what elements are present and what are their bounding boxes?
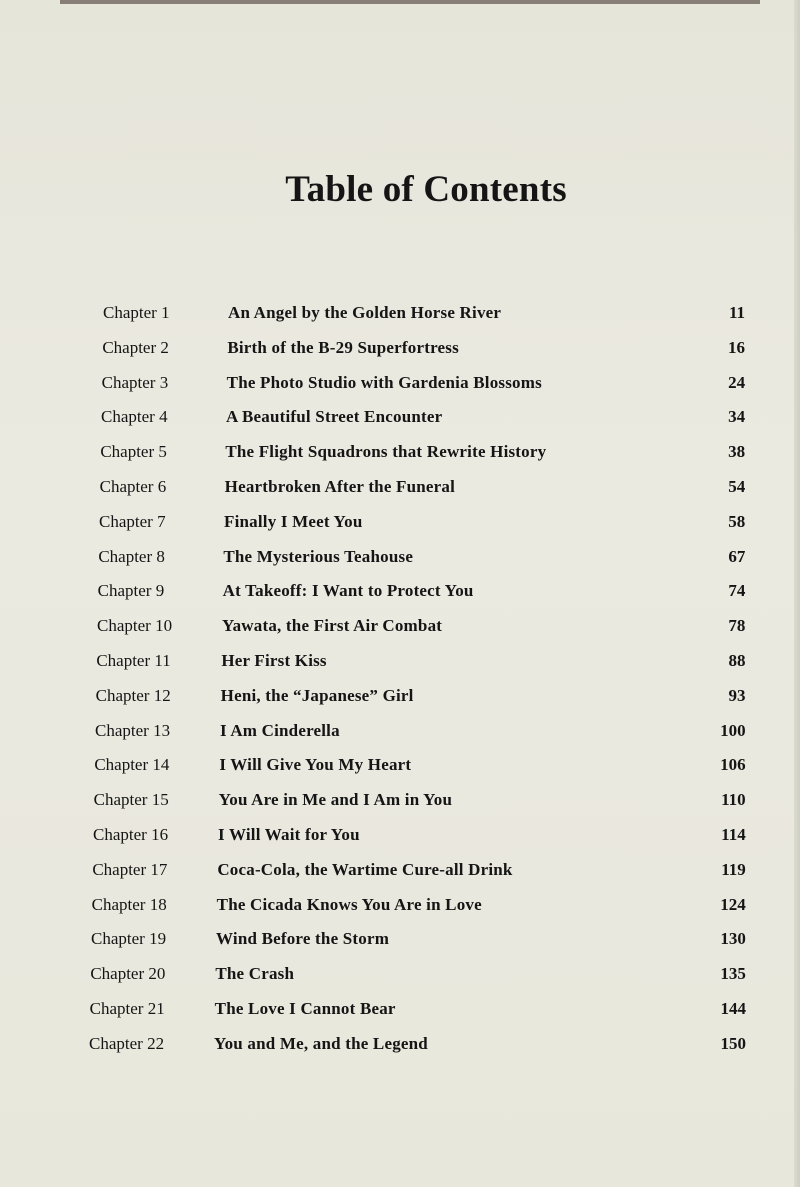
toc-row — [89, 1027, 746, 1061]
toc-chapter-title: An Angel by the Golden Horse River — [228, 303, 502, 322]
toc-chapter-label: Chapter 12 — [95, 685, 171, 705]
toc-chapter-title: The Photo Studio with Gardenia Blossoms — [226, 372, 542, 392]
toc-chapter-label: Chapter 2 — [102, 337, 169, 357]
toc-row — [95, 714, 746, 748]
toc-chapter-label: Chapter 7 — [99, 511, 166, 531]
toc-chapter-title: You Are in Me and I Am in You — [218, 790, 453, 810]
toc-chapter-label: Chapter 22 — [89, 1033, 165, 1053]
toc-chapter-title: The Crash — [215, 964, 295, 984]
toc-page-number: 74 — [728, 581, 746, 601]
toc-row — [102, 366, 745, 400]
toc-chapter-label: Chapter 5 — [100, 442, 167, 462]
toc-chapter-label: Chapter 19 — [91, 929, 167, 949]
toc-chapter-label: Chapter 20 — [90, 964, 166, 984]
toc-row — [99, 505, 745, 539]
toc-page-number: 58 — [728, 511, 746, 531]
toc-chapter-label: Chapter 1 — [103, 303, 170, 322]
toc-page-number: 93 — [728, 685, 746, 705]
toc-chapter-title: Finally I Meet You — [224, 511, 363, 531]
toc-row — [102, 331, 745, 365]
toc-row — [101, 400, 745, 434]
toc-chapter-label: Chapter 6 — [99, 477, 167, 496]
toc-page-number: 106 — [720, 755, 746, 775]
toc-chapter-title: At Takeoff: I Want to Protect You — [222, 581, 474, 601]
toc-chapter-title: Birth of the B-29 Superfortress — [227, 337, 459, 357]
toc-page-number: 16 — [728, 337, 746, 357]
toc-row — [94, 748, 745, 782]
toc-row — [98, 574, 746, 608]
toc-chapter-label: Chapter 16 — [93, 825, 169, 844]
toc-chapter-title: A Beautiful Street Encounter — [226, 407, 443, 427]
toc-page-number: 150 — [720, 1033, 746, 1053]
toc-chapter-title: Coca-Cola, the Wartime Cure-all Drink — [217, 859, 513, 879]
toc-chapter-label: Chapter 13 — [95, 720, 171, 740]
toc-chapter-title: Wind Before the Storm — [216, 929, 390, 949]
toc-page-number: 130 — [720, 929, 746, 949]
toc-row — [96, 679, 746, 713]
toc-chapter-label: Chapter 17 — [92, 859, 168, 879]
toc-row — [90, 957, 746, 991]
toc-row — [92, 888, 746, 922]
page-top-edge — [60, 0, 760, 4]
toc-page-number: 67 — [728, 546, 746, 566]
toc-page-number: 38 — [728, 442, 746, 462]
toc-chapter-title: Yawata, the First Air Combat — [222, 616, 443, 636]
toc-chapter-title: You and Me, and the Legend — [214, 1033, 428, 1053]
toc-page-number: 88 — [728, 651, 746, 670]
toc-chapter-label: Chapter 9 — [97, 581, 165, 601]
toc-chapter-label: Chapter 14 — [94, 755, 170, 775]
toc-row — [100, 435, 745, 469]
toc-row — [90, 992, 746, 1026]
toc-chapter-label: Chapter 15 — [93, 790, 169, 810]
toc-page-number: 78 — [728, 616, 746, 636]
toc-chapter-title: Heni, the “Japanese” Girl — [220, 685, 414, 705]
toc-chapter-label: Chapter 11 — [96, 651, 171, 670]
toc-chapter-label: Chapter 10 — [97, 616, 173, 636]
toc-chapter-label: Chapter 3 — [101, 372, 169, 392]
toc-page-number: 124 — [720, 894, 746, 914]
toc-chapter-title: I Am Cinderella — [220, 720, 340, 740]
toc-chapter-title: Heartbroken After the Funeral — [224, 477, 456, 496]
toc-page-number: 110 — [721, 790, 746, 810]
toc-page-number: 135 — [720, 964, 746, 984]
toc-row — [100, 470, 746, 504]
toc-chapter-title: The Flight Squadrons that Rewrite History — [225, 442, 547, 462]
toc-row — [98, 540, 745, 574]
toc-page-number: 54 — [728, 477, 746, 496]
toc-row — [91, 922, 746, 956]
toc-page-number: 11 — [728, 303, 745, 322]
toc-chapter-label: Chapter 21 — [89, 999, 165, 1018]
toc-row — [93, 818, 746, 852]
toc-page-number: 100 — [720, 720, 746, 740]
toc-chapter-title: Her First Kiss — [221, 651, 327, 670]
toc-chapter-title: The Mysterious Teahouse — [223, 546, 414, 566]
toc-page-number: 144 — [720, 999, 746, 1018]
toc-page-number: 119 — [721, 859, 746, 879]
toc-row — [94, 783, 746, 817]
page-title: Table of Contents — [285, 169, 567, 210]
toc-chapter-title: I Will Give You My Heart — [219, 755, 412, 775]
toc-chapter-title: The Love I Cannot Bear — [214, 999, 396, 1018]
toc-page-number: 114 — [721, 825, 746, 844]
toc-row — [96, 644, 745, 678]
toc-row — [103, 296, 745, 330]
toc-page-number: 34 — [728, 407, 746, 427]
toc-chapter-title: The Cicada Knows You Are in Love — [216, 894, 482, 914]
toc-chapter-label: Chapter 4 — [101, 407, 168, 427]
toc-row — [97, 609, 745, 643]
toc-chapter-title: I Will Wait for You — [218, 825, 360, 844]
toc-row — [92, 853, 745, 887]
toc-chapter-label: Chapter 18 — [91, 894, 167, 914]
toc-page-number: 24 — [728, 372, 746, 392]
toc-chapter-label: Chapter 8 — [98, 546, 165, 566]
